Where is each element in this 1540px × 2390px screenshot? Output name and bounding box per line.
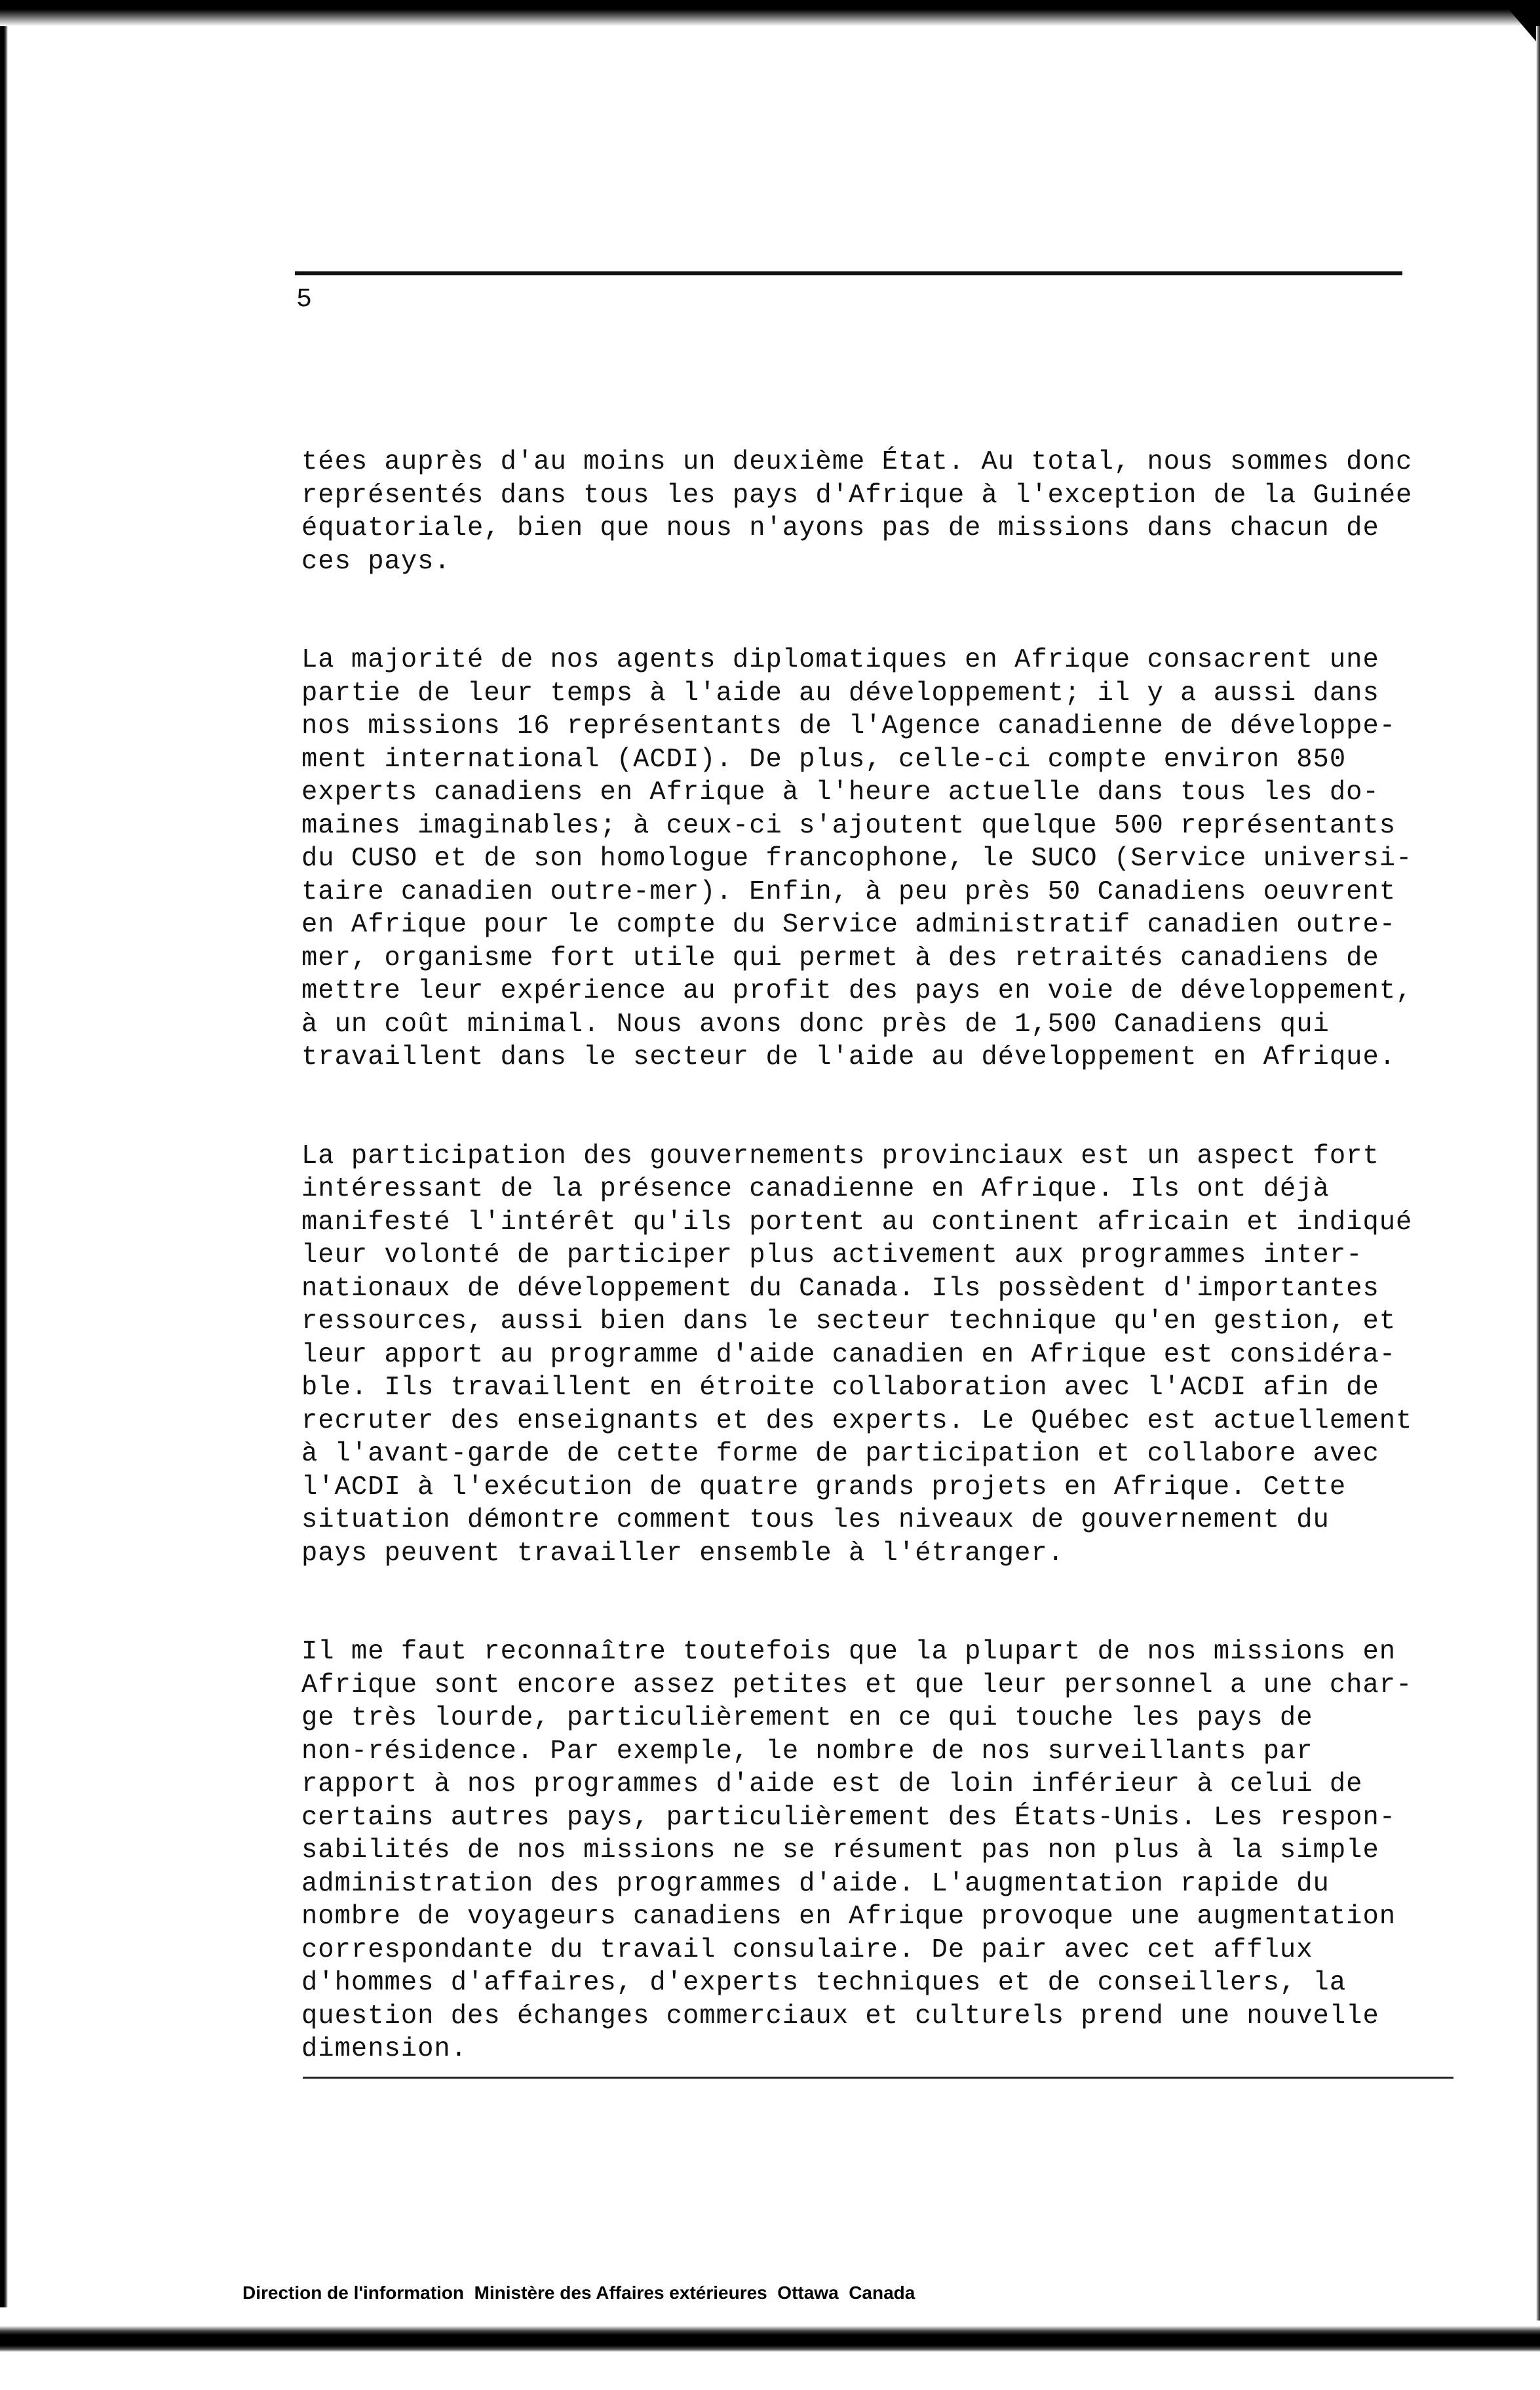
text-line: sabilités de nos missions ne se résument pas non plus à la simple [301,1835,1379,1866]
text-line: mettre leur expérience au profit des pays en voie de développement, [301,976,1413,1006]
text-line: à un coût minimal. Nous avons donc près de 1,500 Canadiens qui [301,1009,1330,1040]
text-line: d'hommes d'affaires, d'experts techniques et de conseillers, la [301,1968,1347,1998]
header-rule [295,271,1402,275]
publisher-footer: Direction de l'information Ministère des Affaires extérieures Ottawa Canada [242,2282,915,2303]
text-line: en Afrique pour le compte du Service administratif canadien outre- [301,910,1396,940]
text-line: équatoriale, bien que nous n'ayons pas de missions dans chacun de [301,513,1379,543]
text-line: ces pays. [301,546,451,577]
page-number: 5 [296,285,313,315]
paragraph-3 [301,1140,1429,1571]
text-line: La majorité de nos agents diplomatiques en Afrique consacrent une [301,645,1379,675]
text-line: représentés dans tous les pays d'Afrique à l'exception de la Guinée [301,480,1413,511]
scan-border-left [0,26,8,2307]
text-line: administration des programmes d'aide. L'augmentation rapide du [301,1868,1330,1899]
text-line: correspondante du travail consulaire. De pair avec cet afflux [301,1934,1313,1965]
text-line: Afrique sont encore assez petites et que leur personnel a une char- [301,1670,1413,1700]
text-line: question des échanges commerciaux et culturels prend une nouvelle [301,2001,1379,2031]
text-line: rapport à nos programmes d'aide est de loin inférieur à celui de [301,1769,1363,1799]
text-line: ble. Ils travaillent en étroite collaboration avec l'ACDI afin de [301,1373,1379,1403]
text-line: ment international (ACDI). De plus, celle-ci compte environ 850 [301,744,1347,775]
text-line: recruter des enseignants et des experts. Le Québec est actuellement [301,1405,1413,1436]
paragraph-2 [301,644,1429,1074]
text-line: maines imaginables; à ceux-ci s'ajoutent quelque 500 représentants [301,810,1396,841]
text-line: leur volonté de participer plus activement aux programmes inter- [301,1240,1363,1270]
text-line: nationaux de développement du Canada. Ils possèdent d'importantes [301,1273,1379,1304]
text-line: non-résidence. Par exemple, le nombre de nos surveillants par [301,1736,1313,1767]
text-line: taire canadien outre-mer). Enfin, à peu près 50 Canadiens oeuvrent [301,876,1396,907]
text-line: à l'avant-garde de cette forme de participation et collabore avec [301,1439,1379,1469]
text-line: du CUSO et de son homologue francophone, le SUCO (Service universi- [301,844,1413,874]
text-line: situation démontre comment tous les niveaux de gouvernement du [301,1505,1330,1535]
text-line: La participation des gouvernements provinciaux est un aspect fort [301,1141,1379,1171]
text-line: certains autres pays, particulièrement des États-Unis. Les respon- [301,1802,1396,1833]
text-line: travaillent dans le secteur de l'aide au développement en Afrique. [301,1042,1396,1072]
document-body [301,446,1429,2132]
scan-border-top [0,0,1540,26]
text-line: tées auprès d'au moins un deuxième État. Au total, nous sommes donc [301,447,1413,477]
text-line: mer, organisme fort utile qui permet à des retraités canadiens de [301,943,1379,973]
text-line: experts canadiens en Afrique à l'heure actuelle dans tous les do- [301,777,1379,808]
scan-border-right [1536,26,1540,2321]
text-line: nos missions 16 représentants de l'Agence canadienne de développe- [301,711,1396,741]
footer-rule [303,2077,1453,2079]
text-line: manifesté l'intérêt qu'ils portent au continent africain et indiqué [301,1207,1413,1238]
text-line: l'ACDI à l'exécution de quatre grands projets en Afrique. Cette [301,1472,1347,1502]
text-line: ge très lourde, particulièrement en ce qui touche les pays de [301,1703,1313,1733]
text-line: dimension. [301,2034,468,2064]
text-line: leur apport au programme d'aide canadien en Afrique est considéra- [301,1339,1396,1370]
text-line: ressources, aussi bien dans le secteur technique qu'en gestion, et [301,1306,1396,1337]
paragraph-1 [301,446,1429,578]
text-line: partie de leur temps à l'aide au développement; il y a aussi dans [301,678,1379,709]
paragraph-4 [301,1636,1429,2066]
scan-border-bottom [0,2326,1540,2352]
text-line: nombre de voyageurs canadiens en Afrique provoque une augmentation [301,1902,1396,1932]
text-line: Il me faut reconnaître toutefois que la plupart de nos missions en [301,1637,1396,1667]
text-line: pays peuvent travailler ensemble à l'étranger. [301,1538,1064,1569]
text-line: intéressant de la présence canadienne en Afrique. Ils ont déjà [301,1174,1330,1204]
